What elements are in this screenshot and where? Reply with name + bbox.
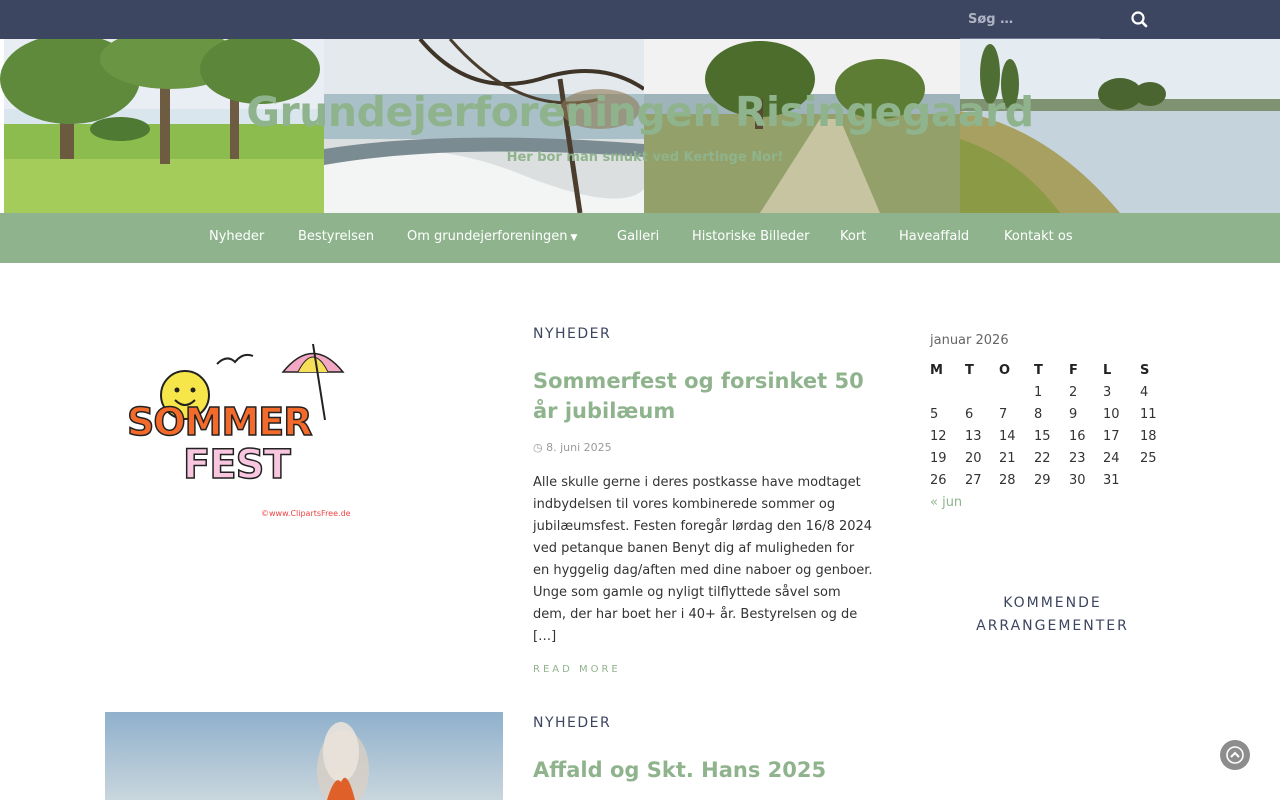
chevron-up-icon [1220, 740, 1250, 770]
calendar-day: 3 [1103, 385, 1112, 400]
nav-item-haveaffald[interactable]: Haveaffald [899, 229, 970, 244]
search-input[interactable] [960, 0, 1100, 39]
calendar-day: 30 [1069, 473, 1086, 488]
nav-item-nyheder[interactable]: Nyheder [209, 229, 265, 244]
calendar-day: 8 [1034, 407, 1043, 422]
sommerfest-clipart [105, 330, 503, 530]
search-button[interactable] [1128, 8, 1150, 30]
calendar-day: 9 [1069, 407, 1078, 422]
calendar-day: 27 [965, 473, 982, 488]
calendar-weekday: T [1034, 363, 1043, 378]
calendar-weekday: T [965, 363, 974, 378]
calendar-weekday: O [999, 363, 1011, 378]
calendar-prev-link[interactable]: « jun [930, 495, 963, 510]
calendar-day: 17 [1103, 429, 1120, 444]
calendar-day: 2 [1069, 385, 1078, 400]
calendar-day: 26 [930, 473, 947, 488]
post-title[interactable]: Affald og Skt. Hans 2025 [533, 758, 827, 782]
post-date-value: 8. juni 2025 [546, 441, 612, 454]
calendar-day: 14 [999, 429, 1016, 444]
calendar-day: 13 [965, 429, 982, 444]
read-more-link[interactable]: READ MORE [533, 664, 621, 675]
post-category[interactable]: NYHEDER [533, 326, 612, 342]
header-banner [0, 39, 1280, 213]
post-thumbnail[interactable] [105, 712, 503, 800]
post-thumbnail[interactable] [105, 330, 503, 530]
post-excerpt: Alle skulle gerne i deres postkasse have modtaget indbydelsen til vores kombinerede sommer og jubilæumsfest. Festen foregår lørdag den 16/8 2024 ved petanque banen Benyt dig af muligheden for en hyggelig dag/aften med dine naboer og genboer. Unge som gamle og nyligt tilflyttede såvel som dem, der har boet her i 40+ år. Bestyrelsen og de […] [533, 475, 873, 644]
calendar-day: 11 [1140, 407, 1157, 422]
nav-item-galleri[interactable]: Galleri [617, 229, 660, 244]
clipart-credit: ©www.ClipartsFree.de [261, 509, 351, 518]
calendar-day: 21 [999, 451, 1016, 466]
calendar-day: 7 [999, 407, 1008, 422]
calendar-day: 12 [930, 429, 947, 444]
calendar-day: 18 [1140, 429, 1157, 444]
back-to-top-button[interactable] [1220, 740, 1250, 770]
calendar-day: 20 [965, 451, 982, 466]
main-navigation [0, 213, 1280, 263]
calendar-day: 31 [1103, 473, 1120, 488]
post-title[interactable]: Sommerfest og forsinket 50 år jubilæum [533, 369, 864, 423]
calendar-day: 28 [999, 473, 1016, 488]
nav-item-om-grundejerforeningen[interactable] [407, 229, 577, 244]
clipart-word-fest: FEST [183, 442, 290, 488]
calendar-day: 6 [965, 407, 974, 422]
clipart-word-sommer: SOMMER [127, 400, 312, 444]
calendar-day: 25 [1140, 451, 1157, 466]
calendar-day: 10 [1103, 407, 1120, 422]
site-tagline: Her bor man smukt ved Kertinge Nor! [506, 150, 784, 165]
nav-item-bestyrelsen[interactable]: Bestyrelsen [298, 229, 375, 244]
calendar-day: 1 [1034, 385, 1043, 400]
upcoming-events-title: KOMMENDE ARRANGEMENTER [976, 595, 1129, 634]
post-category[interactable]: NYHEDER [533, 715, 612, 731]
site-title[interactable]: Grundejerforeningen Risingegaard [246, 88, 1034, 136]
bonfire-image [105, 712, 503, 800]
calendar-weekday: F [1069, 363, 1078, 378]
search-icon [1128, 8, 1150, 30]
calendar-caption: januar 2026 [930, 333, 1009, 348]
post-date [533, 441, 612, 454]
clock-icon: ◷ [533, 441, 543, 454]
caret-down-icon: ▼ [570, 233, 578, 243]
nav-item-kontakt-os[interactable]: Kontakt os [1004, 229, 1073, 244]
calendar-day: 15 [1034, 429, 1051, 444]
calendar-day: 22 [1034, 451, 1051, 466]
calendar-day: 23 [1069, 451, 1086, 466]
calendar-weekday: L [1103, 363, 1112, 378]
calendar-weekday: M [930, 363, 943, 378]
top-bar [0, 0, 1280, 39]
calendar-weekday: S [1140, 363, 1150, 378]
nav-item-kort[interactable]: Kort [840, 229, 867, 244]
calendar-day: 5 [930, 407, 939, 422]
calendar-day: 24 [1103, 451, 1120, 466]
calendar-day: 16 [1069, 429, 1086, 444]
nav-item-label: Om grundejerforeningen [407, 229, 568, 244]
calendar-day: 19 [930, 451, 947, 466]
calendar-day: 4 [1140, 385, 1149, 400]
nav-item-historiske-billeder[interactable]: Historiske Billeder [692, 229, 810, 244]
calendar-day: 29 [1034, 473, 1051, 488]
